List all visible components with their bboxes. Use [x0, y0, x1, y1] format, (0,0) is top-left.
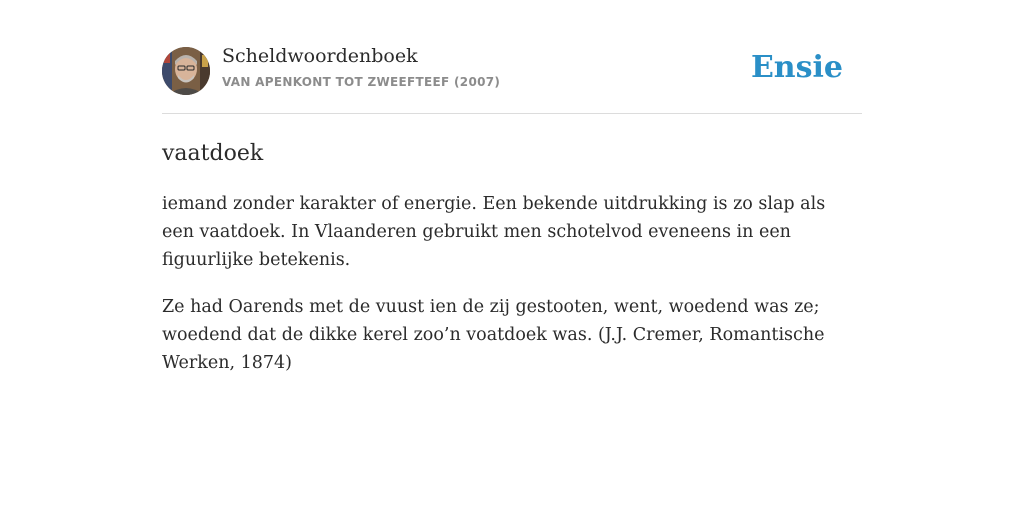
- entry-card: [162, 0, 862, 377]
- dictionary-name[interactable]: Scheldwoordenboek: [222, 45, 418, 67]
- dictionary-header: [162, 0, 862, 114]
- author-avatar[interactable]: [162, 47, 210, 95]
- entry-quote: Ze had Oarends met de vuust ien de zij gestooten, went, woedend was ze; woedend dat de dikke kerel zoo’n voatdoek was. (J.J. Cremer, Romantische Werken, 1874): [162, 297, 825, 373]
- entry-definition: iemand zonder karakter of energie. Een bekende uitdrukking is zo slap als een vaatdoek. In Vlaanderen gebruikt men schotelvod eveneens in een figuurlijke betekenis.: [162, 194, 826, 270]
- ensie-logo[interactable]: Ensie: [750, 50, 843, 85]
- dictionary-subtitle: VAN APENKONT TOT ZWEEFTEEF (2007): [222, 75, 501, 89]
- author-portrait-icon: [162, 47, 210, 95]
- entry-headword: vaatdoek: [162, 141, 264, 166]
